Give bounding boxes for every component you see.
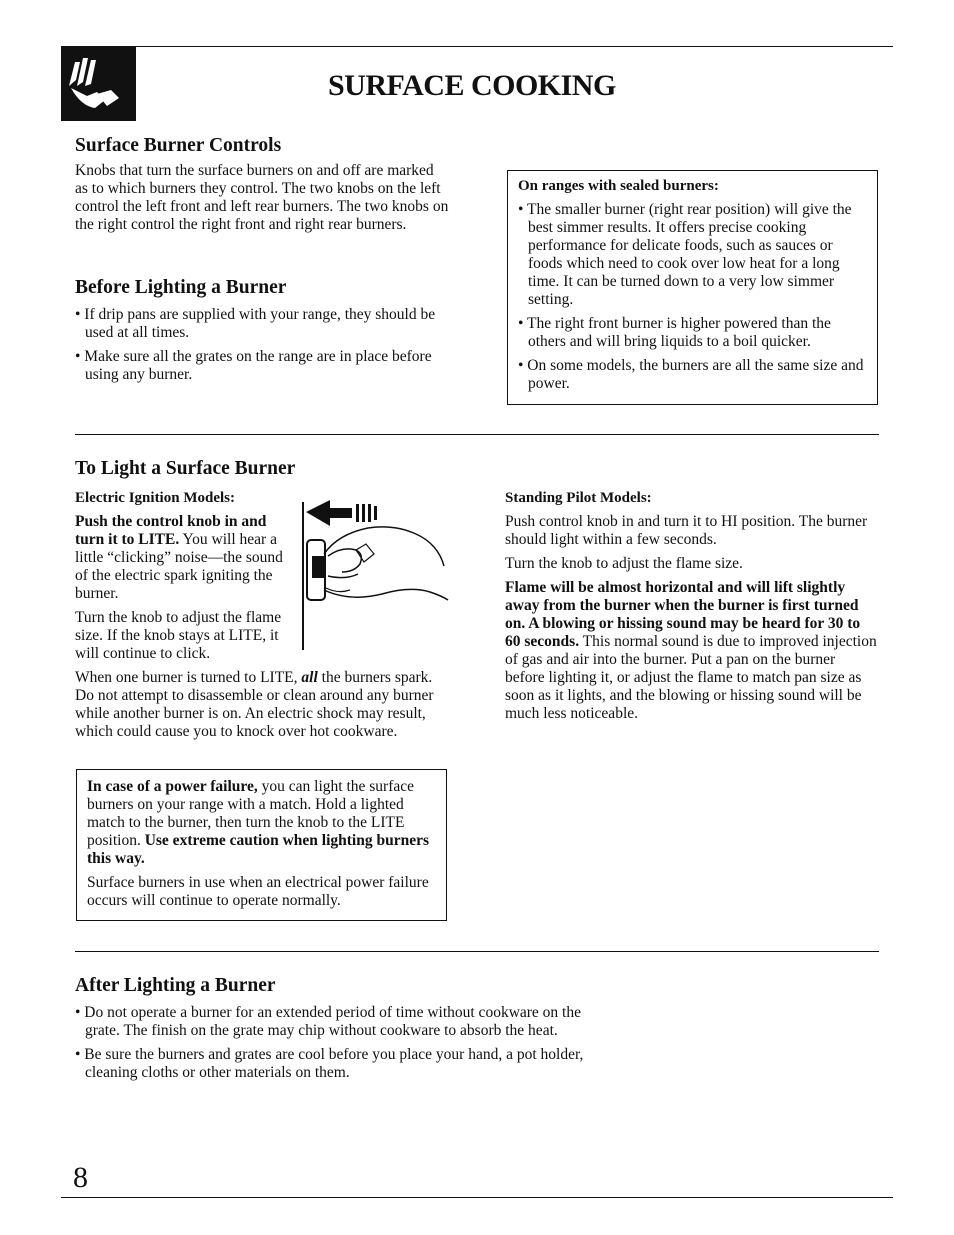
pilot-text-3-bold: Flame will be almost horizontal and will lift slightly away from the burner when the burner is first turned on. A blowing or hissing sound may be heard for 30 to 60 seconds.	[505, 579, 861, 650]
sealed-burners-box	[507, 170, 878, 405]
before-item: • Make sure all the grates on the range are in place before using any burner.	[75, 348, 432, 383]
footer-rule	[61, 1197, 893, 1198]
hand-pressing-icon	[61, 46, 136, 121]
power-bold-2: Use extreme caution when lighting burners this way.	[87, 832, 430, 867]
electric-push-rest: You will hear a little “clicking” noise—the sound of the electric spark igniting the burner.	[75, 531, 283, 602]
electric-heading: Electric Ignition Models:	[75, 490, 235, 506]
power-text-1: you can light the surface burners on your range with a match. Hold a lighted match to the burner, then turn the knob to the LITE position.	[87, 778, 415, 849]
power-bold-1: In case of a power failure,	[87, 778, 258, 795]
electric-push-bold: Push the control knob in and turn it to LITE.	[75, 513, 267, 548]
after-item: • Be sure the burners and grates are cool before you place your hand, a pot holder, cleaning cloths or other materials on them.	[75, 1046, 584, 1081]
pilot-text-1: Push control knob in and turn it to HI position. The burner should light within a few seconds.	[505, 513, 868, 548]
electric-when-em: all	[301, 669, 318, 686]
sealed-heading: On ranges with sealed burners:	[518, 178, 719, 194]
standing-pilot-section	[505, 489, 878, 723]
section-divider	[75, 951, 879, 952]
sealed-item: • The right front burner is higher powered than the others and will bring liquids to a boil quicker.	[518, 315, 831, 350]
controls-section	[75, 134, 450, 234]
pilot-text-2: Turn the knob to adjust the flame size.	[505, 555, 743, 572]
controls-text: Knobs that turn the surface burners on and off are marked as to which burners they control. The two knobs on the left control the left front and left rear burners. The two knobs on the right control the right front and right rear burners.	[75, 162, 449, 233]
electric-turn-text: Turn the knob to adjust the flame size. If the knob stays at LITE, it will continue to click.	[75, 609, 282, 662]
electric-when-text	[75, 669, 447, 741]
push-knob-icon	[298, 494, 450, 654]
electric-when-post: the burners spark. Do not attempt to disassemble or clean around any burner while another burner is on. An electric shock may result, which could cause you to knock over hot cookware.	[75, 669, 434, 740]
knob-illustration	[298, 494, 450, 654]
section-divider	[75, 434, 879, 435]
after-section	[75, 974, 595, 1082]
sealed-item: • The smaller burner (right rear position) will give the best simmer results. It offers precise cooking performance for delicate foods, such as sauces or foods which need to cook over low heat for a long time. It can be turned down to a very low simmer setting.	[518, 201, 852, 308]
page-number: 8	[73, 1161, 88, 1194]
electric-when-pre: When one burner is turned to LITE,	[75, 669, 302, 686]
light-heading: To Light a Surface Burner	[75, 458, 296, 479]
header-rule	[61, 46, 893, 47]
page-title: SURFACE COOKING	[328, 69, 616, 102]
before-item: • If drip pans are supplied with your range, they should be used at all times.	[75, 306, 436, 341]
electric-ignition-section	[75, 489, 293, 663]
after-item: • Do not operate a burner for an extended period of time without cookware on the grate. The finish on the grate may chip without cookware to absorb the heat.	[75, 1004, 581, 1039]
controls-heading: Surface Burner Controls	[75, 135, 282, 156]
sealed-item: • On some models, the burners are all the same size and power.	[518, 357, 864, 392]
power-failure-note: Surface burners in use when an electrical power failure occurs will continue to operate normally.	[87, 874, 429, 909]
power-failure-text	[87, 778, 436, 868]
pilot-text-3	[505, 579, 878, 723]
after-heading: After Lighting a Burner	[75, 975, 276, 996]
pilot-text-3-rest: This normal sound is due to improved injection of gas and air into the burner. Put a pan on the burner before lighting it, or adjust the flame to match pan size as soon as it lights, and the blowing or hissing sound will be much less noticeable.	[505, 633, 877, 722]
pilot-heading: Standing Pilot Models:	[505, 490, 652, 506]
before-heading: Before Lighting a Burner	[75, 277, 287, 298]
power-failure-box	[76, 769, 447, 921]
section-icon-box	[61, 46, 136, 121]
electric-push-text	[75, 513, 293, 603]
before-section	[75, 276, 440, 384]
